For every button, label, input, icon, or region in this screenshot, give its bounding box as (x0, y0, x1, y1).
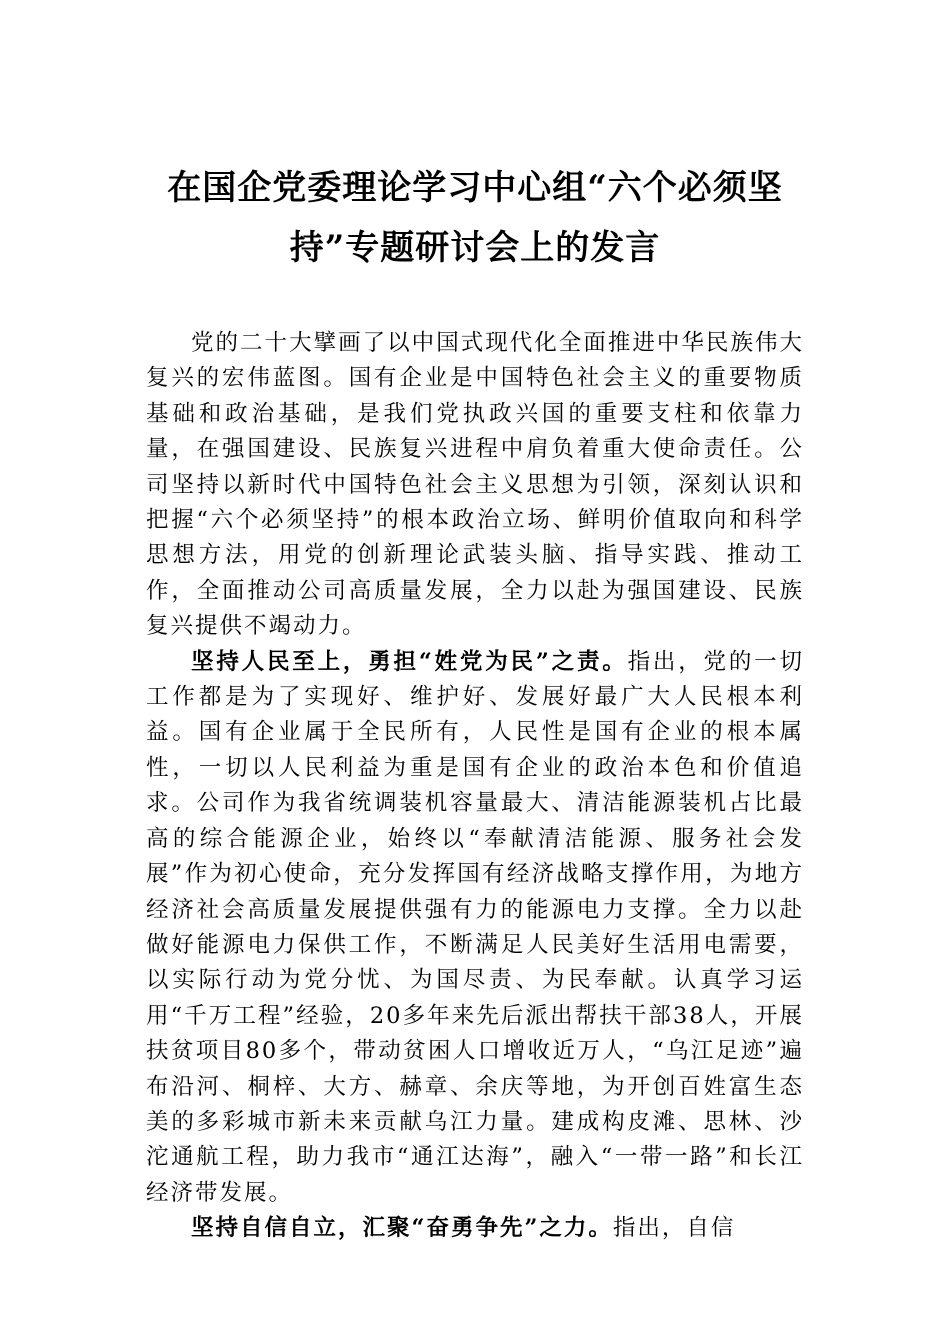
paragraph-lead-heading: 坚持自信自立，汇聚“奋勇争先”之力。 (191, 1215, 613, 1242)
title-line-1: 在国企党委理论学习中心组“六个必须坚 (167, 168, 783, 208)
paragraph-text: 党的二十大擘画了以中国式现代化全面推进中华民族伟大复兴的宏伟蓝图。国有企业是中国特色社会主义的重要物质基础和政治基础，是我们党执政兴国的重要支柱和依靠力量，在强国建设、民族复兴进程中肩负着重大使命责任。公司坚持以新时代中国特色社会主义思想为引领，深刻认识和把握“六个必须坚持”的根本政治立场、鲜明价值取向和科学思想方法，用党的创新理论武装头脑、指导实践、推动工作，全面推动公司高质量发展，全力以赴为强国建设、民族复兴提供不竭动力。 (146, 330, 804, 640)
paragraph-people-first (146, 645, 804, 1212)
title-line-2: 持”专题研讨会上的发言 (289, 228, 661, 268)
paragraph-self-confidence (146, 1211, 804, 1246)
document-body (146, 326, 804, 1247)
paragraph-lead-heading: 坚持人民至上，勇担“姓党为民”之责。 (191, 648, 628, 675)
paragraph-text: 指出，自信 (612, 1215, 736, 1242)
document-title (140, 158, 810, 278)
paragraph-text: 指出，党的一切工作都是为了实现好、维护好、发展好最广大人民根本利益。国有企业属于全民所有，人民性是国有企业的根本属性，一切以人民利益为重是国有企业的政治本色和价值追求。公司作为我省统调装机容量最大、清洁能源装机占比最高的综合能源企业，始终以“奉献清洁能源、服务社会发展”作为初心使命，充分发挥国有经济战略支撑作用，为地方经济社会高质量发展提供强有力的能源电力支撑。全力以赴做好能源电力保供工作，不断满足人民美好生活用电需要，以实际行动为党分忧、为国尽责、为民奉献。认真学习运用“千万工程”经验，20多年来先后派出帮扶干部38人，开展扶贫项目80多个，带动贫困人口增收近万人，“乌江足迹”遍布沿河、桐梓、大方、赫章、余庆等地，为开创百姓富生态美的多彩城市新未来贡献乌江力量。建成构皮滩、思林、沙沱通航工程，助力我市“通江达海”，融入“一带一路”和长江经济带发展。 (146, 648, 804, 1206)
paragraph-intro (146, 326, 804, 645)
